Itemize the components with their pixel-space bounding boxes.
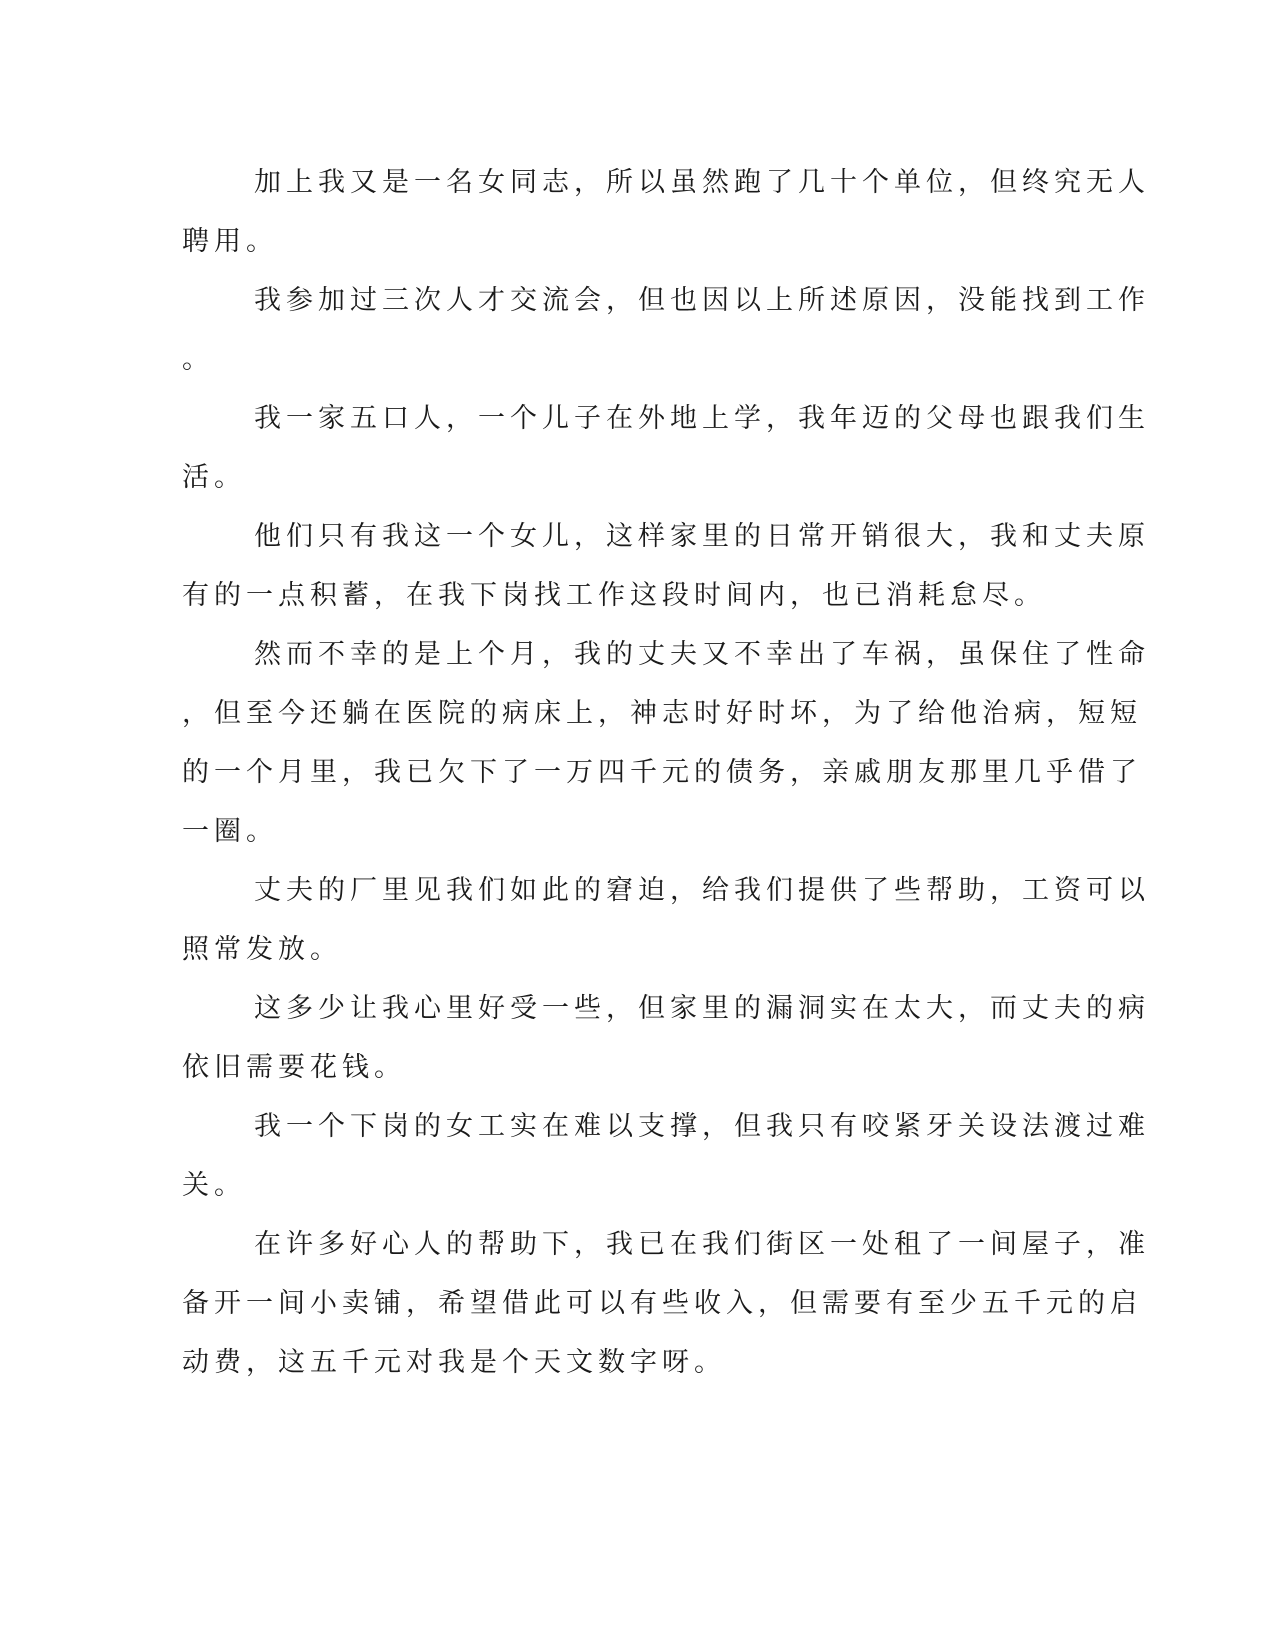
text-line: 活。 — [182, 462, 246, 493]
text-line: 我一家五口人，一个儿子在外地上学，我年迈的父母也跟我们生 — [254, 403, 1150, 434]
text-line: 有的一点积蓄，在我下岗找工作这段时间内，也已消耗怠尽。 — [182, 580, 1046, 611]
text-line: 我一个下岗的女工实在难以支撑，但我只有咬紧牙关设法渡过难 — [254, 1111, 1150, 1142]
text-line: 备开一间小卖铺，希望借此可以有些收入，但需要有至少五千元的启 — [182, 1288, 1142, 1319]
text-line: 我参加过三次人才交流会，但也因以上所述原因，没能找到工作 — [254, 285, 1150, 316]
text-line: 依旧需要花钱。 — [182, 1052, 406, 1083]
document-body — [182, 153, 1150, 1392]
text-line: 一圈。 — [182, 816, 278, 847]
text-line: 的一个月里，我已欠下了一万四千元的债务，亲戚朋友那里几乎借了 — [182, 757, 1142, 788]
text-line: 动费，这五千元对我是个天文数字呀。 — [182, 1347, 726, 1378]
text-line: 在许多好心人的帮助下，我已在我们街区一处租了一间屋子，准 — [254, 1229, 1150, 1260]
text-line: 这多少让我心里好受一些，但家里的漏洞实在太大，而丈夫的病 — [254, 993, 1150, 1024]
text-line: 。 — [182, 344, 214, 375]
text-line: 丈夫的厂里见我们如此的窘迫，给我们提供了些帮助，工资可以 — [254, 875, 1150, 906]
text-line: ，但至今还躺在医院的病床上，神志时好时坏，为了给他治病，短短 — [182, 698, 1142, 729]
text-line: 聘用。 — [182, 226, 278, 257]
text-line: 他们只有我这一个女儿，这样家里的日常开销很大，我和丈夫原 — [254, 521, 1150, 552]
text-line: 关。 — [182, 1170, 246, 1201]
text-line: 加上我又是一名女同志，所以虽然跑了几十个单位，但终究无人 — [254, 167, 1150, 198]
text-line: 照常发放。 — [182, 934, 342, 965]
text-line: 然而不幸的是上个月，我的丈夫又不幸出了车祸，虽保住了性命 — [254, 639, 1150, 670]
